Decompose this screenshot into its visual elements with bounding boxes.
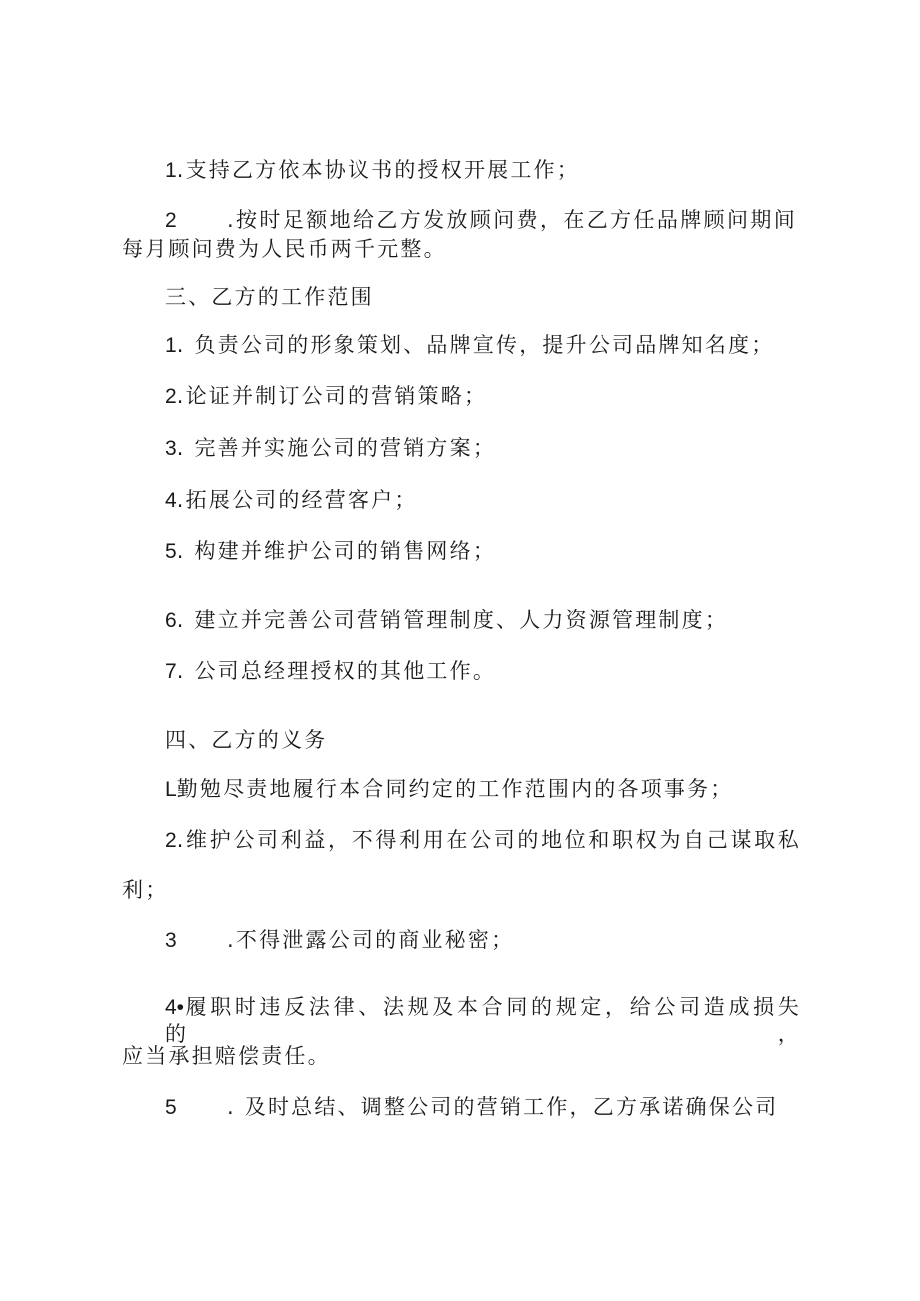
- item-number: 2: [165, 385, 177, 408]
- item-number: 3: [165, 929, 177, 952]
- duty-item-1: [165, 776, 734, 803]
- item-number: 7: [165, 660, 177, 683]
- scope-item-7: [165, 658, 496, 685]
- duty-item-4-line-2: [122, 1043, 331, 1069]
- item-number: 2: [165, 209, 177, 232]
- item-text: .支持乙方依本协议书的授权开展工作；: [176, 158, 580, 182]
- item-text: .拓展公司的经营客户；: [176, 488, 418, 512]
- section-heading-work-scope: [165, 284, 374, 310]
- item-number: 2: [165, 829, 177, 852]
- scope-item-2: [165, 383, 487, 410]
- item-text: . 公司总经理授权的其他工作。: [176, 659, 497, 683]
- scope-item-1: [165, 332, 774, 359]
- item-number: L: [165, 778, 177, 801]
- item-number: 3: [165, 437, 177, 460]
- item-text: .论证并制订公司的营销策略；: [176, 384, 488, 408]
- item-text: .维护公司利益，不得利用在公司的地位和职权为自己谋取私: [176, 828, 801, 852]
- item-text: 履职时违反法律、法规及本合同的规定，给公司造成损失的，: [165, 995, 801, 1046]
- item-text: 勤勉尽责地履行本合同约定的工作范围内的各项事务；: [176, 777, 734, 801]
- duty-item-2-line-2: [122, 877, 168, 903]
- item-text: . 负责公司的形象策划、品牌宣传，提升公司品牌知名度；: [176, 333, 775, 357]
- item-text: .不得泄露公司的商业秘密；: [227, 928, 515, 952]
- item-text: 利；: [122, 878, 169, 902]
- duty-item-3: [165, 927, 514, 954]
- item-number: 5: [165, 540, 177, 563]
- scope-item-6: [165, 607, 728, 634]
- item-text: . 建立并完善公司营销管理制度、人力资源管理制度；: [176, 608, 729, 632]
- item-number: 6: [165, 609, 177, 632]
- item-text: 每月顾问费为人民币两千元整。: [122, 237, 447, 261]
- item-number: 4•: [165, 996, 185, 1019]
- section-heading-duties: [165, 727, 327, 753]
- duty-item-2-line-1: [165, 827, 801, 854]
- scope-item-5: [165, 538, 496, 565]
- obligation-item-2-line-1: [165, 207, 797, 234]
- heading-text: 三、乙方的工作范围: [165, 285, 374, 309]
- item-text: .按时足额地给乙方发放顾问费，在乙方任品牌顾问期间: [227, 208, 797, 232]
- item-text: . 及时总结、调整公司的营销工作，乙方承诺确保公司: [227, 1095, 779, 1119]
- item-text: . 构建并维护公司的销售网络；: [176, 539, 497, 563]
- item-number: 1: [165, 334, 177, 357]
- item-number: 4: [165, 489, 177, 512]
- item-number: 5: [165, 1096, 177, 1119]
- item-text: . 完善并实施公司的营销方案；: [176, 436, 497, 460]
- duty-item-4-line-1: [165, 994, 801, 1047]
- heading-text: 四、乙方的义务: [165, 728, 328, 752]
- item-number: 1: [165, 159, 177, 182]
- obligation-item-2-line-2: [122, 236, 447, 262]
- item-text: 应当承担赔偿责任。: [122, 1044, 331, 1068]
- obligation-item-1: [165, 157, 580, 184]
- duty-item-5: [165, 1094, 778, 1121]
- scope-item-4: [165, 487, 418, 514]
- scope-item-3: [165, 435, 496, 462]
